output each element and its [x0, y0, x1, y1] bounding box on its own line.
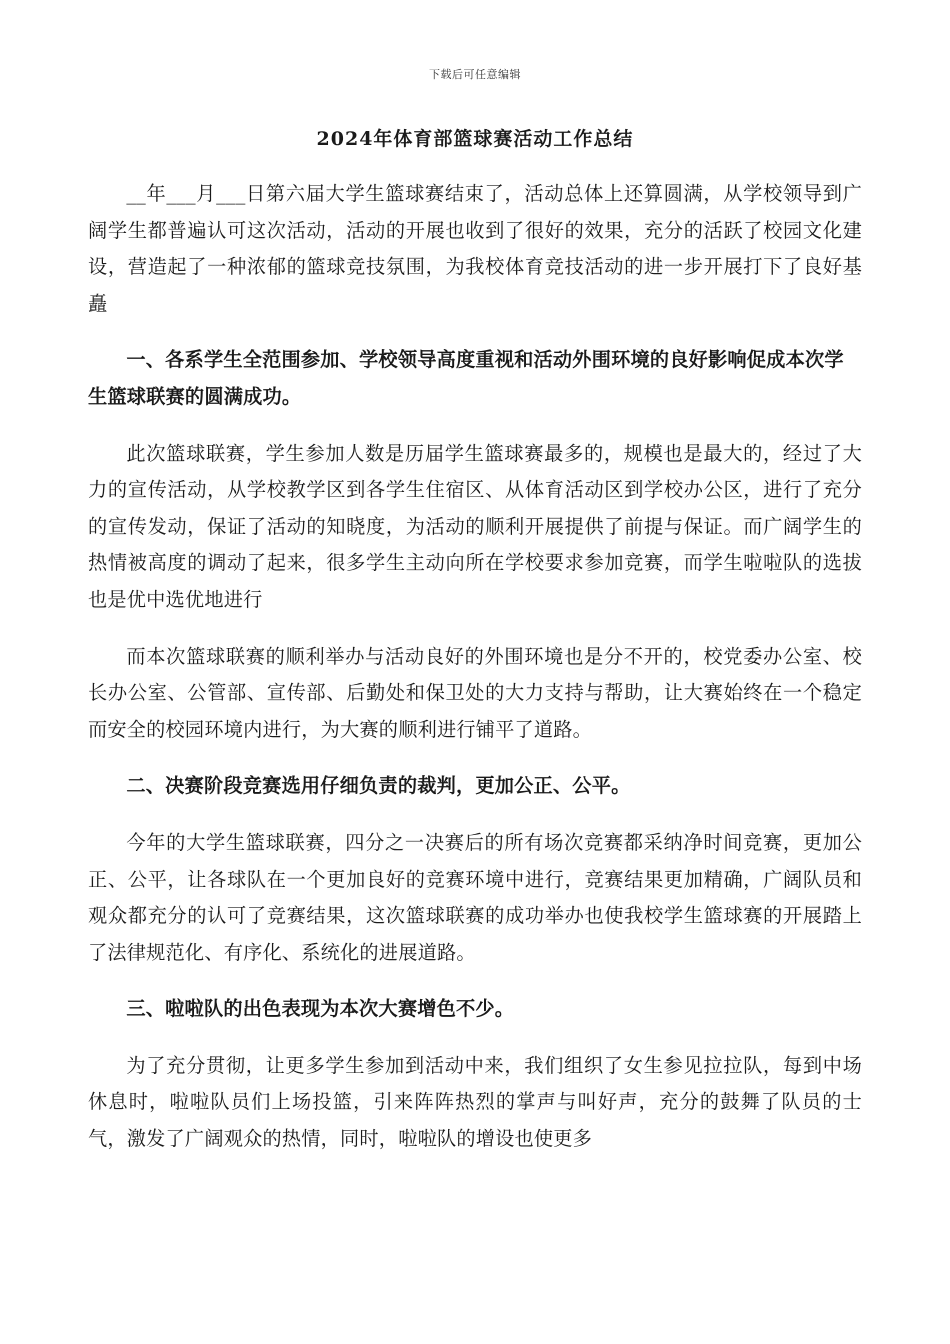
document-title: 2024年体育部篮球赛活动工作总结	[316, 128, 634, 150]
header-note: 下载后可任意编辑	[429, 68, 521, 81]
section-heading-3: 三、啦啦队的出色表现为本次大赛增色不少。	[126, 997, 515, 1021]
paragraph-4: 为了充分贯彻，让更多学生参加到活动中来，我们组织了女生参见拉拉队，每到中场休息时，啦啦队员们上场投篮，引来阵阵热烈的掌声与叫好声，充分的鼓舞了队员的士气，激发了广阔观众的热情，同时，啦啦队的增设也使更多	[88, 1053, 862, 1151]
paragraph-3: 今年的大学生篮球联赛，四分之一决赛后的所有场次竞赛都采纳净时间竞赛，更加公正、公平，让各球队在一个更加良好的竞赛环境中进行，竞赛结果更加精确，广阔队员和观众都充分的认可了竞赛结果，这次篮球联赛的成功举办也使我校学生篮球赛的开展踏上了法律规范化、有序化、系统化的进展道路。	[88, 830, 862, 964]
paragraph-2: 而本次篮球联赛的顺利举办与活动良好的外围环境也是分不开的，校党委办公室、校长办公室、公管部、宣传部、后勤处和保卫处的大力支持与帮助，让大赛始终在一个稳定而安全的校园环境内进行，为大赛的顺利进行铺平了道路。	[88, 644, 862, 741]
paragraph-1: 此次篮球联赛，学生参加人数是历届学生篮球赛最多的，规模也是最大的，经过了大力的宣传活动，从学校教学区到各学生住宿区、从体育活动区到学校办公区，进行了充分的宣传发动，保证了活动的知晓度，为活动的顺利开展提供了前提与保证。而广阔学生的热情被高度的调动了起来，很多学生主动向所在学校要求参加竞赛，而学生啦啦队的选拔也是优中选优地进行	[88, 441, 862, 611]
section-heading-2: 二、决赛阶段竞赛选用仔细负责的裁判，更加公正、公平。	[126, 774, 631, 798]
section-heading-1: 一、各系学生全范围参加、学校领导高度重视和活动外围环境的良好影响促成本次学生篮球联赛的圆满成功。	[88, 348, 844, 408]
intro-paragraph: __年___月___日第六届大学生篮球赛结束了，活动总体上还算圆满，从学校领导到广阔学生都普遍认可这次活动，活动的开展也收到了很好的效果，充分的活跃了校园文化建设，营造起了一种浓郁的篮球竞技氛围，为我校体育竞技活动的进一步开展打下了良好基矗	[88, 182, 862, 315]
document-body	[88, 176, 862, 1178]
